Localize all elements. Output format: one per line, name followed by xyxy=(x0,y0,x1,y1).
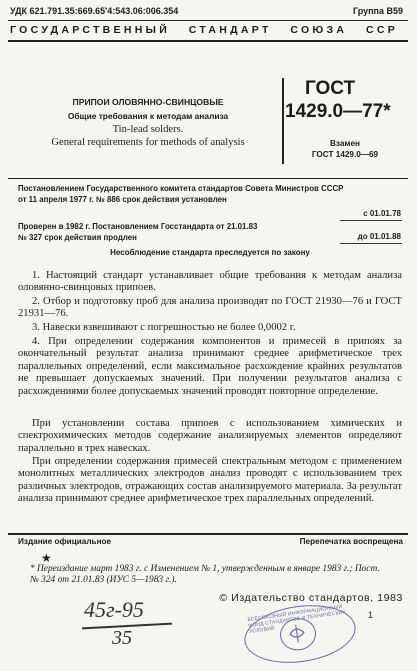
title-en-sub: General requirements for methods of analysis xyxy=(51,137,245,148)
archive-stamp xyxy=(241,598,360,669)
reprint-prohibited: Перепечатка воспрещена xyxy=(299,537,403,546)
gost-label: ГОСТ xyxy=(305,78,356,99)
paragraph-1: 1. Настоящий стандарт устанавливает общие требования к методам анализа оловянно-свинцовых припоев. xyxy=(18,270,402,294)
header-rule-bottom xyxy=(8,40,408,42)
handwritten-number: 45г-95 xyxy=(84,597,144,622)
title-divider xyxy=(282,78,284,164)
date-from: с 01.01.78 xyxy=(363,209,401,218)
star-icon: ★ xyxy=(41,551,52,565)
gost-number: 1429.0—77* xyxy=(285,101,391,122)
instead-value: ГОСТ 1429.0—69 xyxy=(311,150,379,159)
paragraph-4: 4. При определении содержания компонентов и примесей в припоях за окончательный результат анализа принимают среднее арифметическое трех параллельных определений, если максимальное расхождение крайних результатов не превышает допускаемых значений. При получении результатов анализа с расхождениями более допускаемых значений проводят повторное определение. xyxy=(18,336,402,397)
date-to-underline xyxy=(340,243,402,244)
reissue-note: * Переиздание март 1983 г. с Изменением № 1, утвержденным в январе 1983 г.; Пост. № 324 от 21.01.83 (ИУС 5—1983 г.). xyxy=(30,564,380,585)
official-edition: Издание официальное xyxy=(18,537,112,546)
decree-rule-top xyxy=(8,178,408,179)
paragraph-2: 2. Отбор и подготовку проб для анализа производят по ГОСТ 21930—76 и ГОСТ 21931—76. xyxy=(18,296,402,320)
title-ru-sub: Общие требования к методам анализа xyxy=(67,111,229,121)
decree-line-1: Постановлением Государственного комитета стандартов Совета Министров СССР xyxy=(18,184,344,193)
paragraph-3: 3. Навески взвешивают с погрешностью не более 0,0002 г. xyxy=(32,322,296,333)
title-ru-main: ПРИПОИ ОЛОВЯННО-СВИНЦОВЫЕ xyxy=(72,97,224,107)
prosecution-notice: Несоблюдение стандарта преследуется по закону xyxy=(110,248,310,257)
paragraph-5: При установлении состава припоев с использованием химических и спектрохимических методов содержание анализируемых элементов определяют параллельно в трех навесках. xyxy=(18,418,402,454)
decree-line-2: от 11 апреля 1977 г. № 886 срок действия установлен xyxy=(18,195,227,204)
footer-rule xyxy=(8,533,408,535)
udk-code: УДК 621.791.35:669.65'4:543.06:006.354 xyxy=(10,6,179,16)
title-en-main: Tin-lead solders. xyxy=(112,124,184,135)
paragraph-6: При определении содержания примесей спектральным методом с применением монолитных металлических электродов анализ проводят с использованием трех различных электродов, отражающих состав анализируемого материала. За результат анализа принимают среднее арифметическое трех параллельных определений. xyxy=(18,456,402,505)
state-standard-banner: ГОСУДАРСТВЕННЫЙ СТАНДАРТ СОЮЗА ССР xyxy=(10,24,399,36)
header-rule-top xyxy=(8,20,408,21)
page-number: 1 xyxy=(368,610,374,620)
decree-line-3: Проверен в 1982 г. Постановлением Госстандарта от 21.01.83 xyxy=(18,222,258,231)
handwritten-page: 35 xyxy=(112,627,132,649)
group-code: Группа В59 xyxy=(352,6,403,16)
date-from-underline xyxy=(340,220,402,221)
stamp-text: ВСЕСОЮЗНЫЙ ИНФОРМАЦИОННЫЙ ФОНД СТАНДАРТОВ И ТЕХНИЧЕСКИХ УСЛОВИЙ xyxy=(247,603,347,636)
instead-label: Взамен xyxy=(330,139,360,148)
decree-line-4: № 327 срок действия продлен xyxy=(18,233,137,242)
date-to: до 01.01.88 xyxy=(357,232,401,241)
copyright: © Издательство стандартов, 1983 xyxy=(219,592,403,604)
